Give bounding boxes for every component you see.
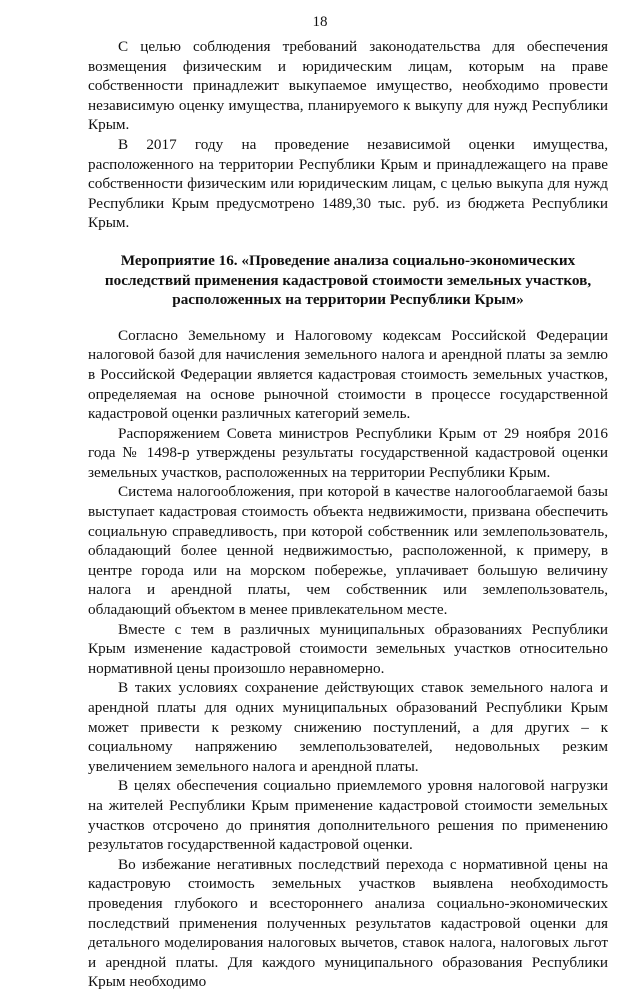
paragraph: Распоряжением Совета министров Республики Крым от 29 ноября 2016 года № 1498-р утверждены результаты государственной кадастровой оценки земельных участков, расположенных на территории Республики Крым.: [88, 424, 608, 481]
paragraph: В 2017 году на проведение независимой оценки имущества, расположенного на территории Республики Крым и принадлежащего на праве собственности физическим или юридическим лицам, с целью выкупа для нужд Республики Крым предусмотрено 1489,30 тыс. руб. из бюджета Республики Крым.: [88, 135, 608, 232]
paragraph: С целью соблюдения требований законодательства для обеспечения возмещения физическим и юридическим лицам, которым на праве собственности принадлежит выкупаемое имущество, необходимо провести независимую оценку имущества, планируемого к выкупу для нужд Республики Крым.: [88, 38, 608, 134]
page-number: 18: [312, 14, 328, 30]
paragraph: В целях обеспечения социально приемлемого уровня налоговой нагрузки на жителей Республики Крым применение кадастровой стоимости земельных участков отсрочено до принятия дополнительного решения по применению результатов государственной кадастровой оценки.: [88, 777, 608, 854]
paragraph: Согласно Земельному и Налоговому кодексам Российской Федерации налоговой базой для начисления земельного налога и арендной платы за землю в Российской Федерации является кадастровая стоимость земельных участков, определяемая на основе рыночной стоимости в процессе государственной кадастровой оценки различных категорий земель.: [88, 326, 608, 423]
document-body: [88, 37, 608, 992]
paragraph: Вместе с тем в различных муниципальных образованиях Республики Крым изменение кадастровой стоимости земельных участков относительно нормативной цены произошло неравномерно.: [88, 620, 608, 677]
section-heading: Мероприятие 16. «Проведение анализа социально-экономических последствий применения кадастровой стоимости земельных участков, расположенных на территории Республики Крым»: [104, 251, 592, 309]
paragraph: В таких условиях сохранение действующих ставок земельного налога и арендной платы для одних муниципальных образований Республики Крым может привести к резкому снижению поступлений, а для других – к социальному напряжению землепользователей, недовольных резким увеличением земельного налога и арендной платы.: [88, 679, 608, 775]
paragraph: Во избежание негативных последствий перехода с нормативной цены на кадастровую стоимость земельных участков выявлена необходимость проведения глубокого и всестороннего анализа социально-экономических последствий применения полученных результатов кадастровой оценки для детального моделирования налоговых вычетов, ставок налога, налоговых льгот и арендной платы. Для каждого муниципального образования Республики Крым необходимо: [88, 855, 608, 991]
paragraph: Система налогообложения, при которой в качестве налогооблагаемой базы выступает кадастровая стоимость объекта недвижимости, призвана обеспечить социальную справедливость, при которой собственник или землепользователь, обладающий более ценной недвижимостью, расположенной, к примеру, в центре города или на морском побережье, уплачивает большую величину налога и арендной платы, чем собственник или землепользователь, обладающий объектом в менее привлекательном месте.: [88, 483, 608, 619]
